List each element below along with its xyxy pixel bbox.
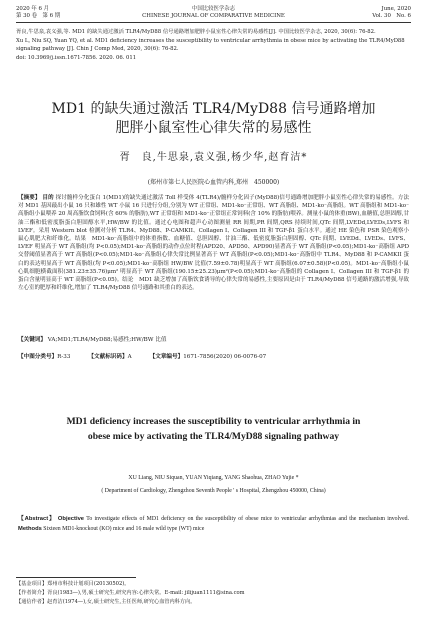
issue-date: 2020 年 6 月	[16, 6, 50, 12]
title-en-line1: MD1 deficiency increases the susceptibility to ventricular arrhythmia in	[66, 416, 361, 427]
abstract-en-methods-label: Methods	[18, 526, 42, 532]
citation-en: Xu L, Niu SQ, Yuan YQ, et al. MD1 deficiency increases the susceptibility to ventricular arrhythmia in obese mice by activating the TLR4/MyD88 signaling pathway [J]. Chin J Comp Med, 2020, 30(6): 76-82.	[16, 37, 405, 53]
clc-value: R-33	[57, 354, 71, 360]
footnote-rule	[16, 577, 136, 578]
doccode-label: 【文献标识码】	[88, 354, 128, 360]
article-title-en	[16, 414, 411, 444]
abstract-en-objective-label: Objective	[57, 516, 85, 522]
clc-field	[18, 352, 70, 360]
article-title-cn	[16, 100, 411, 138]
authors-en: XU Liang, NIU Siquan, YUAN Yiqiang, YANG Shaohua, ZHAO Yujie *	[128, 475, 299, 481]
abstract-cn-label: 【摘要】	[18, 195, 41, 201]
abstract-en-methods-text: Sixteen MD1-knockout (KO) mice and 16 male wild type (WT) mice	[43, 526, 205, 532]
volume-issue-en: Vol. 30 No. 6	[372, 13, 411, 19]
journal-header	[16, 6, 411, 30]
footnote-author: 【作者简介】胥良(1983—),男,硕士研究生,研究内容:心律失常。E-mail: jilijuan1111@sina.com	[16, 590, 245, 597]
keywords-cn-text: VA;MD1;TLR4/MyD88;易感性;HW/BW 比值	[47, 337, 167, 343]
abstract-cn-objective-label: 目的	[42, 195, 54, 201]
doccode-field	[88, 352, 131, 360]
journal-name-en: CHINESE JOURNAL OF COMPARATIVE MEDICINE	[142, 13, 285, 19]
doi[interactable]: doi: 10.3969/j.issn.1671-7856. 2020. 06. 011	[16, 54, 137, 61]
citation-cn: 胥良,牛思泉,袁义强,等. MD1 的缺失通过激活 TLR4/MyD88 信号通路增加肥胖小鼠室性心律失常的易感性[J]. 中国比较医学杂志, 2020, 30(6): 76-82.	[16, 29, 376, 35]
footnote-fund: 【基金项目】郑州市科技计划项目(20130502)。	[16, 581, 130, 587]
issue-date-en: June, 2020	[381, 6, 411, 12]
articleno-field	[150, 352, 267, 360]
journal-name-cn: 中国比较医学杂志	[191, 6, 236, 12]
keywords-cn-label: 【关键词】	[18, 337, 46, 343]
title-en-line2: obese mice by activating the TLR4/MyD88 signaling pathway	[87, 431, 340, 442]
affiliation-en: ( Department of Cardiology, Zhengzhou Seventh People ' s Hospital, Zhengzhou 450000, China)	[101, 488, 326, 494]
abstract-en-label: 【Abstract】	[18, 516, 56, 522]
footnote-corresponding: 【通信作者】赵育洁(1974—),女,硕士研究生,主任医师,研究心血管内科方向。	[16, 599, 196, 606]
classification-line	[18, 352, 409, 360]
affiliation-cn: (郑州市第七人民医院心血管内科,郑州 450000)	[147, 179, 280, 186]
title-cn-line1: MD1 的缺失通过激活 TLR4/MyD88 信号通路增加	[51, 101, 376, 117]
articleno-label: 【文章编号】	[149, 354, 184, 360]
abstract-en-text: To investigate effects of MD1 deficiency on the susceptibility of obese mice to ventricular arrhythmias and the mechanism involved.	[86, 516, 409, 522]
title-cn-line2: 肥胖小鼠室性心律失常的易感性	[115, 120, 312, 136]
header-center	[16, 6, 411, 20]
articleno-value: 1671-7856(2020) 06-0076-07	[183, 354, 267, 360]
volume-issue: 第 30 卷 第 6 期	[16, 13, 61, 19]
header-right	[372, 6, 411, 20]
abstract-cn-text: 探讨髓样分化蛋白 1(MD1)的缺失通过激活 Toll 样受体 4(TLR4)/髓样分化因子(MyD88)信号通路增加肥胖小鼠室性心律失常的易感性。方法 对 MD1 基因敲出小鼠 16 只和雄性 WT 小鼠 16 只进行分组,分别为 WT 正常组、MD1-ko⁻正常组、WT 高脂组、MD1-ko⁻高脂组。WT 高脂组和 MD1-ko⁻高脂组小鼠喂养 20 周高脂饮食饲料(含 60% 的脂肪),WT 正常组和 MD1-ko⁻正常组正常饲料(含 10% 的脂肪)喂养。测量小鼠的体重(BW),血糖值,总胆固醇,甘油三酯和低密度脂蛋白胆固醇水平,HW/BW 的比值。通过心电图和超声心动图测量 RR 间期,PR 间期,QRS 持续时间,QTc 间期,LVEDd,LVEDs,LVFS 和 LVEF。采用 Western blot 检测对分析 TLR4、MyD88、P-CAMKII、Collagen I、Collagen III 和 TGF-β1 蛋白水平。通过 HE 染色和 PSR 染色观察小鼠心肌肥大和纤维化。结果 MD1-ko⁻高脂组中的体重指数、血糖值、总胆固醇、甘油三酯、低密度脂蛋白胆固醇、QTc 间期、LVEDd、LVEDs、LVFS、LVEF 明显高于 WT 高脂组(均 P<0.05);MD1-ko⁻高脂组的动作点位时程(APD20、APD50、APD90)显著高于 WT 高脂组(P<0.05);MD1-ko⁻高脂组 APD 交替阈值显著高于 WT 高脂组(P<0.05);MD1-ko⁻高脂组心律失常比例显著高于 WT 高脂组(P<0.05);MD1-ko⁻高脂组中 TLR4、MyD88 和 P-CAMKII 蛋白的表达明显高于 WT 高脂组(均 P<0.05);MD1-ko⁻高脂组 HW/BW 比值(7.59±0.78)明显高于 WT 高脂组(6.07±0.58)(P<0.05)。MD1-ko⁻高脂组小鼠心肌细胞横截面积(381.23±35.76)μm² 明显高于 WT 高脂组(190.15±25.23)μm²(P<0.05);MD1-ko⁻高脂组的 Collagen I、Collagen III 和 TGF-β1 的蛋白含量明显高于 WT 高脂组(P<0.05)。结论 MD1 缺乏增加了高脂饮食诱导的心律失常的易感性,主要原因是由于 TLR4/MyD88 信号通路的激活增强,导致左心室的肥厚和纤维化,增加了 TLR4/MyD88 信号通路和其重白的表达。	[18, 195, 415, 292]
abstract-en	[18, 514, 409, 534]
doccode-value: A	[127, 354, 132, 360]
keywords-cn	[18, 336, 409, 344]
authors-cn: 胥 良,牛思泉,袁义强,杨少华,赵育洁*	[119, 152, 308, 163]
clc-label: 【中图分类号】	[18, 354, 58, 360]
citation-block	[16, 28, 411, 62]
header-rule	[16, 22, 411, 23]
footnotes	[16, 580, 411, 608]
abstract-cn	[18, 194, 415, 292]
